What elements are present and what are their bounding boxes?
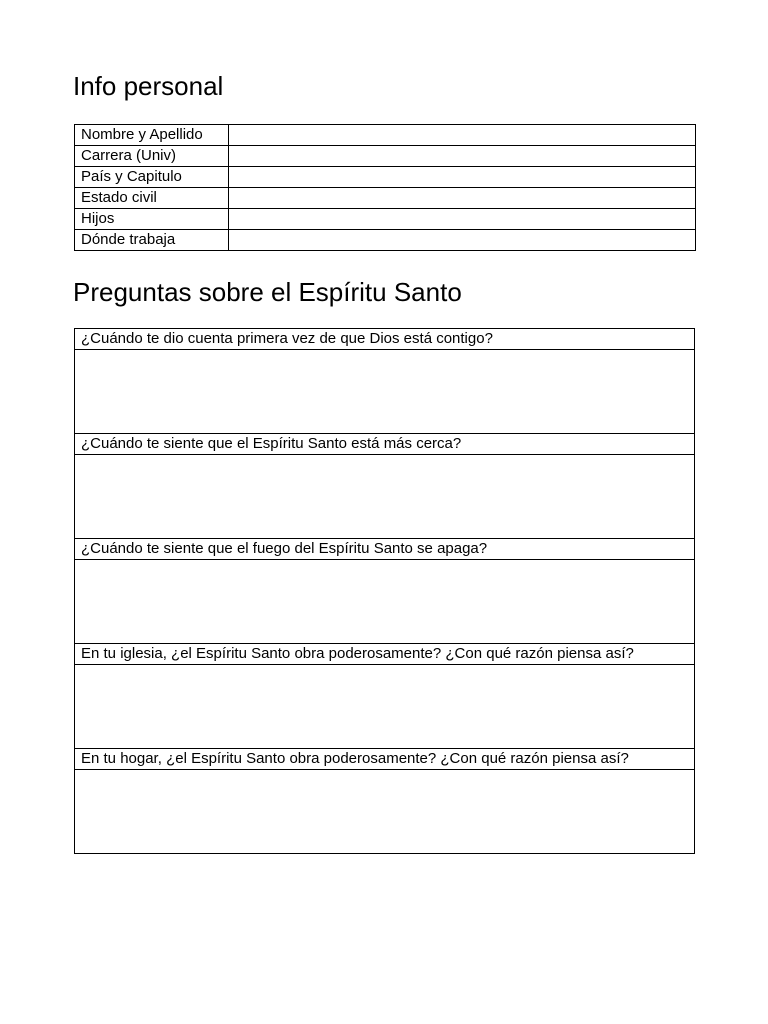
table-row <box>75 188 696 209</box>
personal-info-table <box>74 124 696 251</box>
field-label: País y Capitulo <box>75 167 229 188</box>
answer-box[interactable] <box>75 350 695 434</box>
answer-box[interactable] <box>75 665 695 749</box>
questions-heading: Preguntas sobre el Espíritu Santo <box>73 277 462 307</box>
table-row <box>75 455 695 539</box>
table-row <box>75 560 695 644</box>
question-text: ¿Cuándo te dio cuenta primera vez de que Dios está contigo? <box>75 329 695 350</box>
field-value-name[interactable] <box>229 125 696 146</box>
table-row <box>75 167 696 188</box>
personal-info-heading: Info personal <box>73 71 224 101</box>
field-value-children[interactable] <box>229 209 696 230</box>
answer-box[interactable] <box>75 455 695 539</box>
question-text: ¿Cuándo te siente que el fuego del Espíritu Santo se apaga? <box>75 539 695 560</box>
table-row <box>75 146 696 167</box>
table-row <box>75 350 695 434</box>
field-label: Hijos <box>75 209 229 230</box>
field-label: Carrera (Univ) <box>75 146 229 167</box>
field-label: Nombre y Apellido <box>75 125 229 146</box>
table-row <box>75 329 695 350</box>
table-row <box>75 539 695 560</box>
field-value-workplace[interactable] <box>229 230 696 251</box>
field-value-country[interactable] <box>229 167 696 188</box>
field-label: Dónde trabaja <box>75 230 229 251</box>
field-label: Estado civil <box>75 188 229 209</box>
table-row <box>75 770 695 854</box>
table-row <box>75 209 696 230</box>
question-text: En tu iglesia, ¿el Espíritu Santo obra poderosamente? ¿Con qué razón piensa así? <box>75 644 695 665</box>
table-row <box>75 125 696 146</box>
field-value-career[interactable] <box>229 146 696 167</box>
table-row <box>75 644 695 665</box>
question-text: En tu hogar, ¿el Espíritu Santo obra poderosamente? ¿Con qué razón piensa así? <box>75 749 695 770</box>
answer-box[interactable] <box>75 770 695 854</box>
questions-table <box>74 328 695 854</box>
answer-box[interactable] <box>75 560 695 644</box>
table-row <box>75 665 695 749</box>
table-row <box>75 434 695 455</box>
field-value-marital-status[interactable] <box>229 188 696 209</box>
table-row <box>75 230 696 251</box>
question-text: ¿Cuándo te siente que el Espíritu Santo está más cerca? <box>75 434 695 455</box>
table-row <box>75 749 695 770</box>
